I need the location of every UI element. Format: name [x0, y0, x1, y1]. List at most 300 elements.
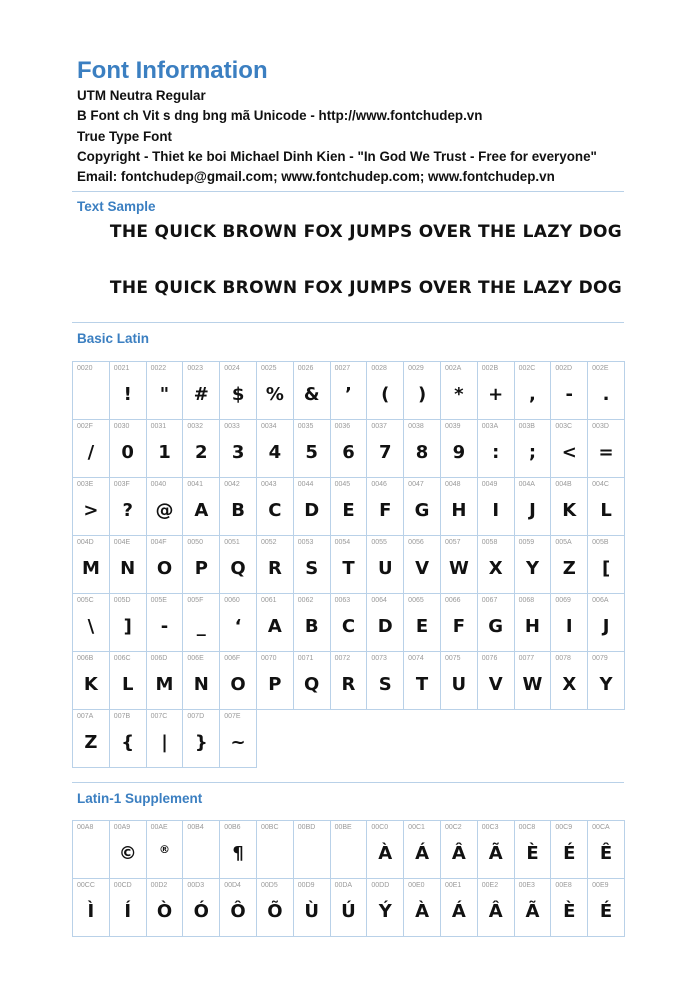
- glyph-code: 0042: [224, 481, 240, 488]
- glyph-char: F: [452, 616, 466, 637]
- glyph-cell: [146, 593, 184, 652]
- glyph-cell: [440, 419, 478, 478]
- glyph-code: 00BE: [334, 824, 352, 831]
- glyph-cell: [550, 535, 588, 594]
- glyph-code: 0027: [334, 365, 351, 372]
- glyph-char: L: [121, 674, 134, 695]
- glyph-code: 00BD: [297, 824, 316, 831]
- glyph-code: 002D: [555, 365, 573, 372]
- glyph-code: 0070: [260, 655, 277, 662]
- glyph-char: B: [231, 500, 245, 521]
- glyph-code: 006E: [187, 655, 204, 662]
- glyph-code: 0035: [297, 423, 314, 430]
- glyph-code: 0024: [224, 365, 240, 372]
- glyph-cell: [182, 651, 220, 710]
- glyph-code: 0044: [297, 481, 314, 488]
- glyph-code: 005C: [77, 597, 94, 604]
- glyph-cell: [146, 361, 184, 420]
- glyph-char: 7: [379, 442, 392, 463]
- glyph-cell: [477, 361, 515, 420]
- glyph-char: G: [414, 500, 430, 521]
- glyph-char: A: [194, 500, 209, 521]
- glyph-char: Ú: [341, 901, 356, 922]
- glyph-code: 0058: [481, 539, 498, 546]
- glyph-char: 3: [231, 442, 245, 463]
- glyph-char: E: [342, 500, 355, 521]
- glyph-cell: [514, 878, 552, 937]
- glyph-code: 0022: [150, 365, 167, 372]
- glyph-cell: [550, 651, 588, 710]
- glyph-code: 007D: [187, 713, 205, 720]
- glyph-char: Ê: [599, 843, 613, 864]
- glyph-cell: [146, 651, 184, 710]
- glyph-code: 003D: [592, 423, 609, 430]
- glyph-cell: [440, 878, 478, 937]
- glyph-char: Z: [84, 732, 98, 753]
- glyph-char: .: [602, 384, 610, 405]
- glyph-cell: [587, 477, 625, 536]
- font-copyright: Copyright - Thiet ke boi Michael Dinh Kien - "In God We Trust - Free for everyone": [77, 148, 597, 164]
- glyph-code: 006C: [113, 655, 131, 662]
- glyph-code: 0060: [224, 597, 240, 604]
- glyph-cell: [550, 477, 588, 536]
- glyph-char: 1: [158, 442, 171, 463]
- glyph-code: 00D9: [297, 882, 315, 889]
- glyph-cell: [550, 593, 588, 652]
- glyph-code: 0029: [408, 365, 424, 372]
- glyph-code: 0043: [260, 481, 277, 488]
- glyph-code: 002B: [481, 365, 499, 372]
- glyph-char: È: [526, 843, 539, 864]
- glyph-char: À: [378, 843, 393, 864]
- glyph-cell: [256, 361, 294, 420]
- glyph-cell: [403, 820, 441, 879]
- glyph-char: ®: [158, 843, 170, 856]
- glyph-code: 0020: [77, 365, 93, 372]
- glyph-code: 00CA: [592, 824, 610, 831]
- glyph-char: ": [159, 384, 170, 405]
- glyph-char: 5: [305, 442, 318, 463]
- divider: [72, 782, 624, 783]
- glyph-code: 00C0: [371, 824, 389, 831]
- glyph-cell: [72, 361, 110, 420]
- glyph-code: 00CC: [77, 882, 95, 889]
- glyph-code: 00B4: [187, 824, 204, 831]
- glyph-char: I: [565, 616, 573, 637]
- glyph-code: 005A: [555, 539, 572, 546]
- glyph-char: <: [561, 442, 577, 463]
- glyph-char: J: [529, 500, 536, 521]
- glyph-char: B: [304, 616, 319, 637]
- glyph-cell: [477, 419, 515, 478]
- glyph-code: 0065: [408, 597, 424, 604]
- glyph-code: 0063: [334, 597, 351, 604]
- glyph-char: S: [305, 558, 319, 579]
- glyph-char: R: [341, 674, 356, 695]
- glyph-char: U: [451, 674, 467, 695]
- glyph-char: *: [454, 384, 464, 405]
- glyph-cell: [109, 419, 147, 478]
- glyph-code: 00C2: [444, 824, 462, 831]
- font-contact: Email: fontchudep@gmail.com; www.fontchudep.com; www.fontchudep.vn: [77, 169, 555, 185]
- glyph-cell: [219, 535, 257, 594]
- glyph-char: P: [268, 674, 282, 695]
- glyph-cell: [366, 535, 404, 594]
- glyph-char: D: [304, 500, 320, 521]
- glyph-cell: [403, 477, 441, 536]
- glyph-code: 00B6: [224, 824, 241, 831]
- glyph-cell: [366, 878, 404, 937]
- glyph-code: 00E2: [481, 882, 499, 889]
- glyph-cell: [330, 419, 368, 478]
- divider: [72, 322, 624, 323]
- glyph-char: S: [378, 674, 392, 695]
- glyph-cell: [477, 593, 515, 652]
- glyph-char: T: [415, 674, 429, 695]
- glyph-char: ¶: [232, 843, 244, 864]
- glyph-char: À: [415, 901, 430, 922]
- glyph-char: Ó: [193, 901, 209, 922]
- glyph-code: 00DA: [334, 882, 353, 889]
- basic-latin-grid: [72, 361, 625, 767]
- glyph-char: -: [565, 384, 573, 405]
- glyph-cell: [256, 878, 294, 937]
- glyph-char: Q: [304, 674, 320, 695]
- glyph-code: 004B: [555, 481, 572, 488]
- glyph-cell: [72, 593, 110, 652]
- glyph-code: 005E: [150, 597, 167, 604]
- glyph-code: 006A: [592, 597, 609, 604]
- glyph-code: 0076: [481, 655, 498, 662]
- glyph-char: (: [381, 384, 390, 405]
- font-info: [77, 86, 597, 187]
- glyph-code: 0073: [371, 655, 387, 662]
- glyph-code: 00C1: [408, 824, 425, 831]
- glyph-cell: [182, 593, 220, 652]
- glyph-code: 0041: [187, 481, 203, 488]
- glyph-cell: [72, 419, 110, 478]
- glyph-char: H: [451, 500, 467, 521]
- glyph-char: 0: [121, 442, 134, 463]
- glyph-code: 0034: [260, 423, 277, 430]
- glyph-char: Á: [451, 901, 466, 922]
- text-sample-line: THE QUICK BROWN FOX JUMPS OVER THE LAZY DOG: [109, 278, 623, 298]
- glyph-char: M: [155, 674, 174, 695]
- glyph-code: 0068: [518, 597, 535, 604]
- glyph-cell: [477, 535, 515, 594]
- glyph-code: 0051: [224, 539, 240, 546]
- glyph-cell: [514, 361, 552, 420]
- glyph-code: 00D5: [260, 882, 278, 889]
- glyph-cell: [293, 477, 331, 536]
- glyph-code: 0040: [150, 481, 167, 488]
- glyph-cell: [514, 419, 552, 478]
- glyph-cell: [182, 820, 220, 879]
- glyph-code: 007B: [113, 713, 131, 720]
- glyph-char: Y: [599, 674, 613, 695]
- glyph-code: 00A8: [77, 824, 94, 831]
- glyph-code: 004A: [518, 481, 535, 488]
- glyph-cell: [440, 820, 478, 879]
- glyph-code: 00D3: [187, 882, 205, 889]
- glyph-char: [: [601, 558, 611, 579]
- glyph-cell: [109, 651, 147, 710]
- glyph-code: 003A: [481, 423, 499, 430]
- glyph-code: 0079: [592, 655, 608, 662]
- glyph-char: >: [83, 500, 99, 521]
- glyph-char: É: [599, 901, 613, 922]
- glyph-code: 0078: [555, 655, 571, 662]
- glyph-cell: [440, 477, 478, 536]
- glyph-code: 002A: [444, 365, 462, 372]
- glyph-char: 4: [268, 442, 282, 463]
- glyph-char: =: [598, 442, 614, 463]
- glyph-char: -: [160, 616, 169, 637]
- glyph-code: 0075: [444, 655, 461, 662]
- glyph-char: P: [194, 558, 208, 579]
- glyph-char: Y: [525, 558, 539, 579]
- glyph-cell: [514, 651, 552, 710]
- glyph-char: W: [448, 558, 469, 579]
- glyph-char: Â: [451, 843, 466, 864]
- glyph-cell: [403, 651, 441, 710]
- glyph-code: 004D: [77, 539, 94, 546]
- glyph-cell: [587, 535, 625, 594]
- glyph-char: È: [563, 901, 576, 922]
- glyph-code: 00CD: [113, 882, 132, 889]
- glyph-char: X: [488, 558, 503, 579]
- glyph-cell: [550, 419, 588, 478]
- glyph-cell: [587, 419, 625, 478]
- glyph-cell: [219, 709, 257, 768]
- glyph-code: 00D4: [224, 882, 241, 889]
- glyph-char: C: [268, 500, 282, 521]
- glyph-code: 0064: [371, 597, 387, 604]
- glyph-cell: [330, 651, 368, 710]
- glyph-code: 00D2: [150, 882, 168, 889]
- glyph-cell: [293, 593, 331, 652]
- glyph-code: 0056: [408, 539, 424, 546]
- glyph-cell: [219, 593, 257, 652]
- glyph-cell: [256, 593, 294, 652]
- glyph-cell: [72, 709, 110, 768]
- glyph-char: Ò: [156, 901, 173, 922]
- glyph-cell: [293, 651, 331, 710]
- glyph-cell: [293, 361, 331, 420]
- glyph-char: V: [488, 674, 503, 695]
- glyph-char: M: [81, 558, 100, 579]
- glyph-char: Ã: [488, 843, 503, 864]
- glyph-code: 00C8: [518, 824, 536, 831]
- glyph-cell: [330, 535, 368, 594]
- glyph-char: ]: [123, 616, 132, 637]
- glyph-cell: [477, 820, 515, 879]
- glyph-char: L: [600, 500, 612, 521]
- glyph-cell: [293, 535, 331, 594]
- glyph-cell: [366, 419, 404, 478]
- glyph-char: +: [488, 384, 504, 405]
- glyph-code: 0047: [408, 481, 424, 488]
- glyph-cell: [219, 419, 257, 478]
- glyph-code: 0025: [260, 365, 277, 372]
- glyph-code: 0059: [518, 539, 535, 546]
- glyph-char: R: [267, 558, 282, 579]
- glyph-char: Ù: [304, 901, 319, 922]
- glyph-char: A: [267, 616, 282, 637]
- glyph-char: !: [123, 384, 132, 405]
- glyph-cell: [514, 477, 552, 536]
- glyph-code: 007A: [77, 713, 94, 720]
- glyph-code: 0031: [150, 423, 167, 430]
- glyph-cell: [440, 535, 478, 594]
- glyph-cell: [182, 361, 220, 420]
- glyph-cell: [293, 878, 331, 937]
- page-title: Font Information: [77, 57, 268, 84]
- glyph-code: 005D: [113, 597, 131, 604]
- glyph-code: 00E0: [408, 882, 425, 889]
- glyph-char: Ý: [378, 901, 392, 922]
- glyph-code: 00AE: [150, 824, 168, 831]
- glyph-code: 004C: [592, 481, 609, 488]
- glyph-cell: [330, 820, 368, 879]
- glyph-char: /: [87, 442, 95, 463]
- glyph-cell: [477, 477, 515, 536]
- glyph-code: 00BC: [260, 824, 279, 831]
- glyph-char: Ã: [525, 901, 540, 922]
- glyph-cell: [587, 593, 625, 652]
- glyph-char: ?: [122, 500, 133, 521]
- glyph-code: 004E: [113, 539, 131, 546]
- glyph-code: 006D: [150, 655, 168, 662]
- glyph-code: 0057: [444, 539, 461, 546]
- glyph-char: W: [522, 674, 543, 695]
- glyph-code: 00E9: [592, 882, 609, 889]
- glyph-cell: [72, 878, 110, 937]
- glyph-code: 00E1: [444, 882, 462, 889]
- glyph-code: 00E8: [555, 882, 572, 889]
- glyph-code: 0055: [371, 539, 387, 546]
- text-sample-line: THE QUICK BROWN FOX JUMPS OVER THE LAZY DOG: [109, 222, 623, 242]
- glyph-code: 005F: [187, 597, 204, 604]
- glyph-char: J: [602, 616, 610, 637]
- glyph-code: 0045: [334, 481, 351, 488]
- glyph-char: Â: [488, 901, 503, 922]
- glyph-char: ;: [528, 442, 537, 463]
- glyph-cell: [440, 361, 478, 420]
- font-type: True Type Font: [77, 128, 172, 144]
- glyph-code: 00E3: [518, 882, 535, 889]
- glyph-cell: [366, 477, 404, 536]
- glyph-code: 0038: [408, 423, 424, 430]
- glyph-code: 002E: [592, 365, 609, 372]
- glyph-char: ~: [230, 732, 246, 753]
- glyph-cell: [256, 419, 294, 478]
- glyph-code: 0071: [297, 655, 314, 662]
- glyph-code: 0030: [113, 423, 130, 430]
- glyph-cell: [256, 651, 294, 710]
- glyph-cell: [403, 878, 441, 937]
- glyph-char: Ô: [230, 901, 246, 922]
- glyph-code: 006F: [224, 655, 241, 662]
- glyph-code: 00C9: [555, 824, 573, 831]
- glyph-cell: [330, 361, 368, 420]
- glyph-char: V: [415, 558, 430, 579]
- glyph-code: 007E: [224, 713, 241, 720]
- glyph-char: &: [303, 384, 320, 405]
- glyph-char: G: [488, 616, 504, 637]
- glyph-cell: [587, 361, 625, 420]
- glyph-char: H: [524, 616, 540, 637]
- glyph-code: 0033: [224, 423, 240, 430]
- glyph-code: 003F: [113, 481, 130, 488]
- glyph-code: 00C3: [481, 824, 499, 831]
- glyph-cell: [587, 651, 625, 710]
- font-name: UTM Neutra Regular: [77, 88, 206, 103]
- glyph-char: |: [161, 732, 168, 753]
- glyph-cell: [366, 820, 404, 879]
- glyph-char: Ì: [87, 901, 95, 922]
- glyph-code: 0062: [297, 597, 314, 604]
- glyph-cell: [182, 709, 220, 768]
- glyph-cell: [514, 535, 552, 594]
- glyph-code: 0074: [408, 655, 424, 662]
- glyph-code: 0028: [371, 365, 387, 372]
- glyph-code: 0026: [297, 365, 314, 372]
- glyph-code: 0021: [113, 365, 130, 372]
- text-sample-heading: Text Sample: [77, 199, 156, 214]
- glyph-cell: [256, 477, 294, 536]
- glyph-char: $: [231, 384, 245, 405]
- glyph-code: 003E: [77, 481, 94, 488]
- glyph-char: {: [121, 732, 135, 753]
- glyph-char: K: [83, 674, 98, 695]
- glyph-code: 0036: [334, 423, 351, 430]
- font-description: B Font ch Vit s dng bng mã Unicode - http://www.fontchudep.vn: [77, 108, 483, 124]
- glyph-cell: [366, 593, 404, 652]
- glyph-cell: [219, 878, 257, 937]
- glyph-code: 0054: [334, 539, 351, 546]
- glyph-char: ‘: [234, 616, 242, 637]
- glyph-char: _: [196, 616, 206, 637]
- glyph-char: F: [379, 500, 392, 521]
- glyph-cell: [182, 477, 220, 536]
- glyph-char: @: [155, 500, 174, 521]
- glyph-code: 0048: [444, 481, 461, 488]
- glyph-char: C: [341, 616, 356, 637]
- glyph-cell: [219, 651, 257, 710]
- basic-latin-heading: Basic Latin: [77, 331, 150, 346]
- glyph-cell: [109, 593, 147, 652]
- glyph-cell: [440, 651, 478, 710]
- glyph-char: O: [230, 674, 246, 695]
- glyph-code: 0032: [187, 423, 203, 430]
- glyph-char: }: [194, 732, 208, 753]
- glyph-cell: [182, 878, 220, 937]
- glyph-cell: [403, 535, 441, 594]
- glyph-cell: [550, 361, 588, 420]
- glyph-char: Q: [230, 558, 246, 579]
- glyph-cell: [514, 593, 552, 652]
- glyph-char: É: [563, 843, 576, 864]
- glyph-code: 00DD: [371, 882, 390, 889]
- glyph-char: %: [265, 384, 284, 405]
- glyph-code: 00A9: [113, 824, 131, 831]
- glyph-cell: [293, 419, 331, 478]
- glyph-cell: [440, 593, 478, 652]
- glyph-code: 0053: [297, 539, 314, 546]
- glyph-char: N: [120, 558, 136, 579]
- glyph-cell: [587, 878, 625, 937]
